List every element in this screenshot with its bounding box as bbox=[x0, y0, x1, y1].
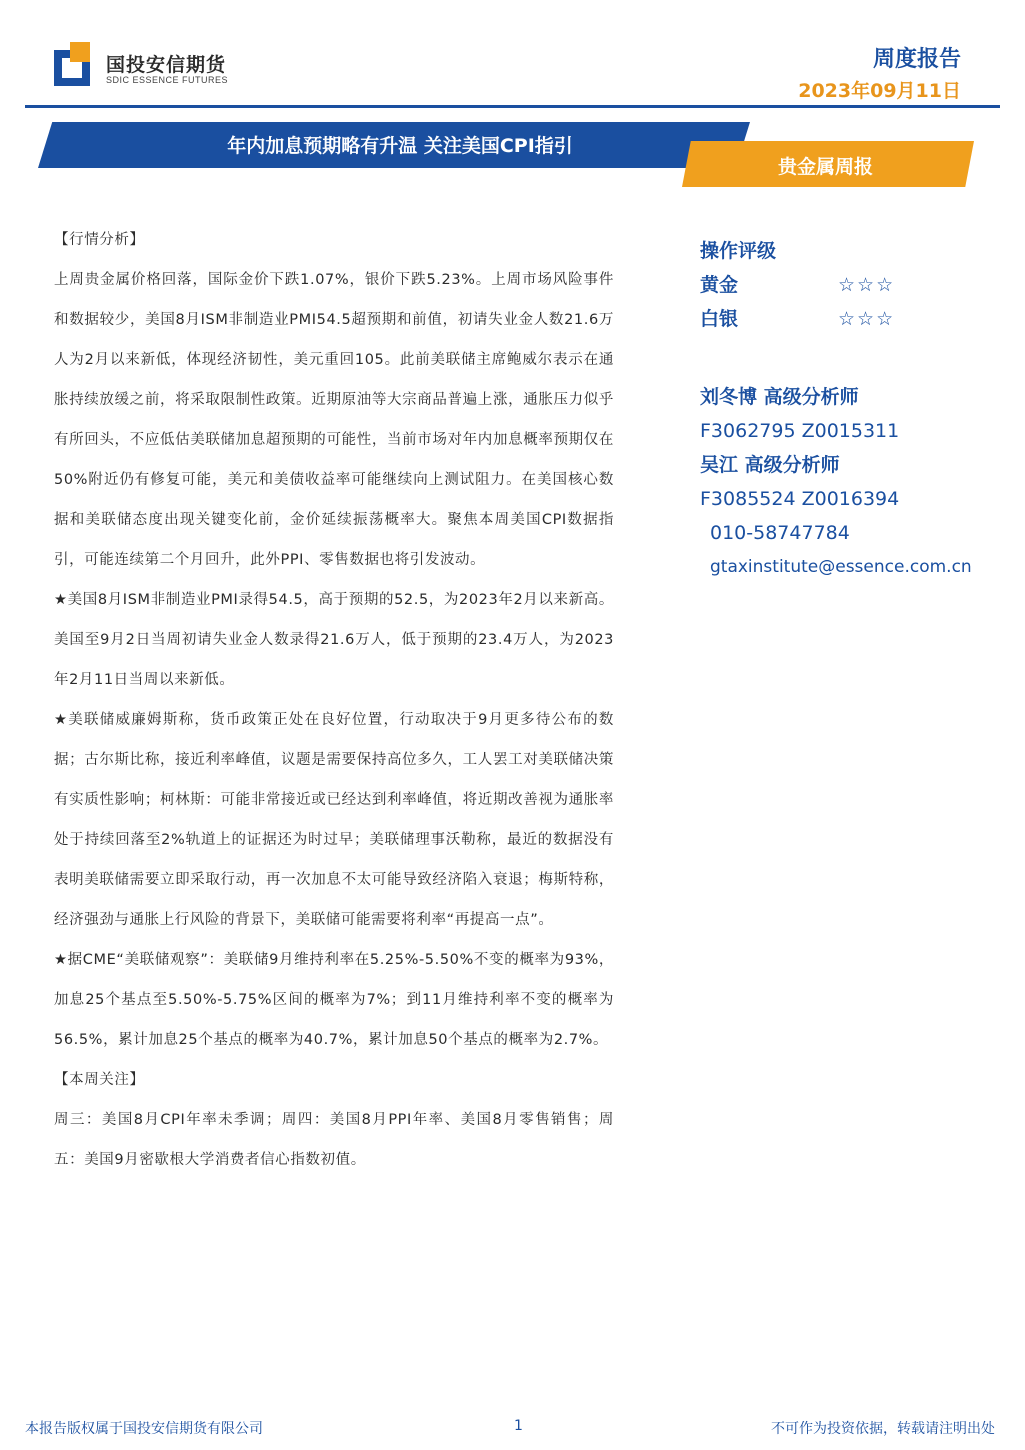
footer-copyright: 本报告版权属于国投安信期货有限公司 bbox=[25, 1421, 263, 1437]
paragraph-week-calendar: 周三：美国8月CPI年率未季调；周四：美国8月PPI年率、美国8月零售销售；周五：美国9月密歇根大学消费者信心指数初值。 bbox=[54, 1112, 614, 1168]
report-title: 年内加息预期略有升温 关注美国CPI指引 bbox=[227, 135, 573, 157]
rating-metal: 黄金 bbox=[700, 274, 739, 296]
rating-stars-icon: ☆☆☆ bbox=[838, 274, 896, 296]
rating-heading: 操作评级 bbox=[700, 240, 777, 262]
analyst-2-ids: F3085524 Z0016394 bbox=[700, 488, 900, 510]
company-logo bbox=[54, 42, 100, 86]
rating-row-gold bbox=[700, 268, 1020, 302]
paragraph-market-summary: 上周贵金属价格回落，国际金价下跌1.07%，银价下跌5.23%。上周市场风险事件和数据较少，美国8月ISM非制造业PMI54.5超预期和前值，初请失业金人数21.6万人为2月以来新低，体现经济韧性，美元重回105。此前美联储主席鲍威尔表示在通胀持续放缓之前，将采取限制性政策。近期原油等大宗商品普遍上涨，通胀压力似乎有所回头，不应低估美联储加息超预期的可能性，当前市场对年内加息概率预期仅在50%附近仍有修复可能，美元和美债收益率可能继续向上测试阻力。在美国核心数据和美联储态度出现关键变化前，金价延续振荡概率大。聚焦本周美国CPI数据指引，可能连续第二个月回升，此外PPI、零售数据也将引发波动。 bbox=[54, 272, 614, 568]
report-category: 贵金属周报 bbox=[778, 156, 874, 178]
section-heading-week-focus: 【本周关注】 bbox=[54, 1072, 145, 1088]
contact-phone: 010-58747784 bbox=[710, 522, 850, 544]
contact-email[interactable]: gtaxinstitute@essence.com.cn bbox=[710, 557, 972, 577]
paragraph-cme-fedwatch: ★据CME“美联储观察”：美联储9月维持利率在5.25%-5.50%不变的概率为93%，加息25个基点至5.50%-5.75%区间的概率为7%；到11月维持利率不变的概率为56.5%，累计加息25个基点的概率为40.7%，累计加息50个基点的概率为2.7%。 bbox=[54, 952, 614, 1048]
rating-stars-icon: ☆☆☆ bbox=[838, 308, 896, 330]
rating-metal: 白银 bbox=[700, 308, 739, 330]
sidebar bbox=[700, 234, 1020, 584]
company-name-en: SDIC ESSENCE FUTURES bbox=[106, 75, 229, 85]
main-content bbox=[54, 220, 614, 1180]
rating-row-silver bbox=[700, 302, 1020, 336]
footer-disclaimer: 不可作为投资依据，转载请注明出处 bbox=[771, 1421, 995, 1437]
section-heading-market-analysis: 【行情分析】 bbox=[54, 232, 145, 248]
page-number: 1 bbox=[514, 1418, 523, 1434]
analyst-2-title: 吴江 高级分析师 bbox=[700, 454, 840, 476]
analyst-1-title: 刘冬博 高级分析师 bbox=[700, 386, 859, 408]
header-divider bbox=[25, 105, 1000, 108]
analyst-1-ids: F3062795 Z0015311 bbox=[700, 420, 900, 442]
paragraph-fed-comments: ★美联储威廉姆斯称，货币政策正处在良好位置，行动取决于9月更多待公布的数据；古尔斯比称，接近利率峰值，议题是需要保持高位多久，工人罢工对美联储决策有实质性影响；柯林斯：可能非常接近或已经达到利率峰值，将近期改善视为通胀率处于持续回落至2%轨道上的证据还为时过早；美联储理事沃勒称，最近的数据没有表明美联储需要立即采取行动，再一次加息不太可能导致经济陷入衰退；梅斯特称，经济强劲与通胀上行风险的背景下，美联储可能需要将利率“再提高一点”。 bbox=[54, 712, 614, 928]
report-type: 周度报告 bbox=[872, 47, 961, 72]
report-date: 2023年09月11日 bbox=[798, 80, 961, 102]
paragraph-us-data: ★美国8月ISM非制造业PMI录得54.5，高于预期的52.5，为2023年2月以来新高。美国至9月2日当周初请失业金人数录得21.6万人，低于预期的23.4万人，为2023年2月11日当周以来新低。 bbox=[54, 592, 614, 688]
company-name-cn: 国投安信期货 bbox=[106, 54, 227, 76]
